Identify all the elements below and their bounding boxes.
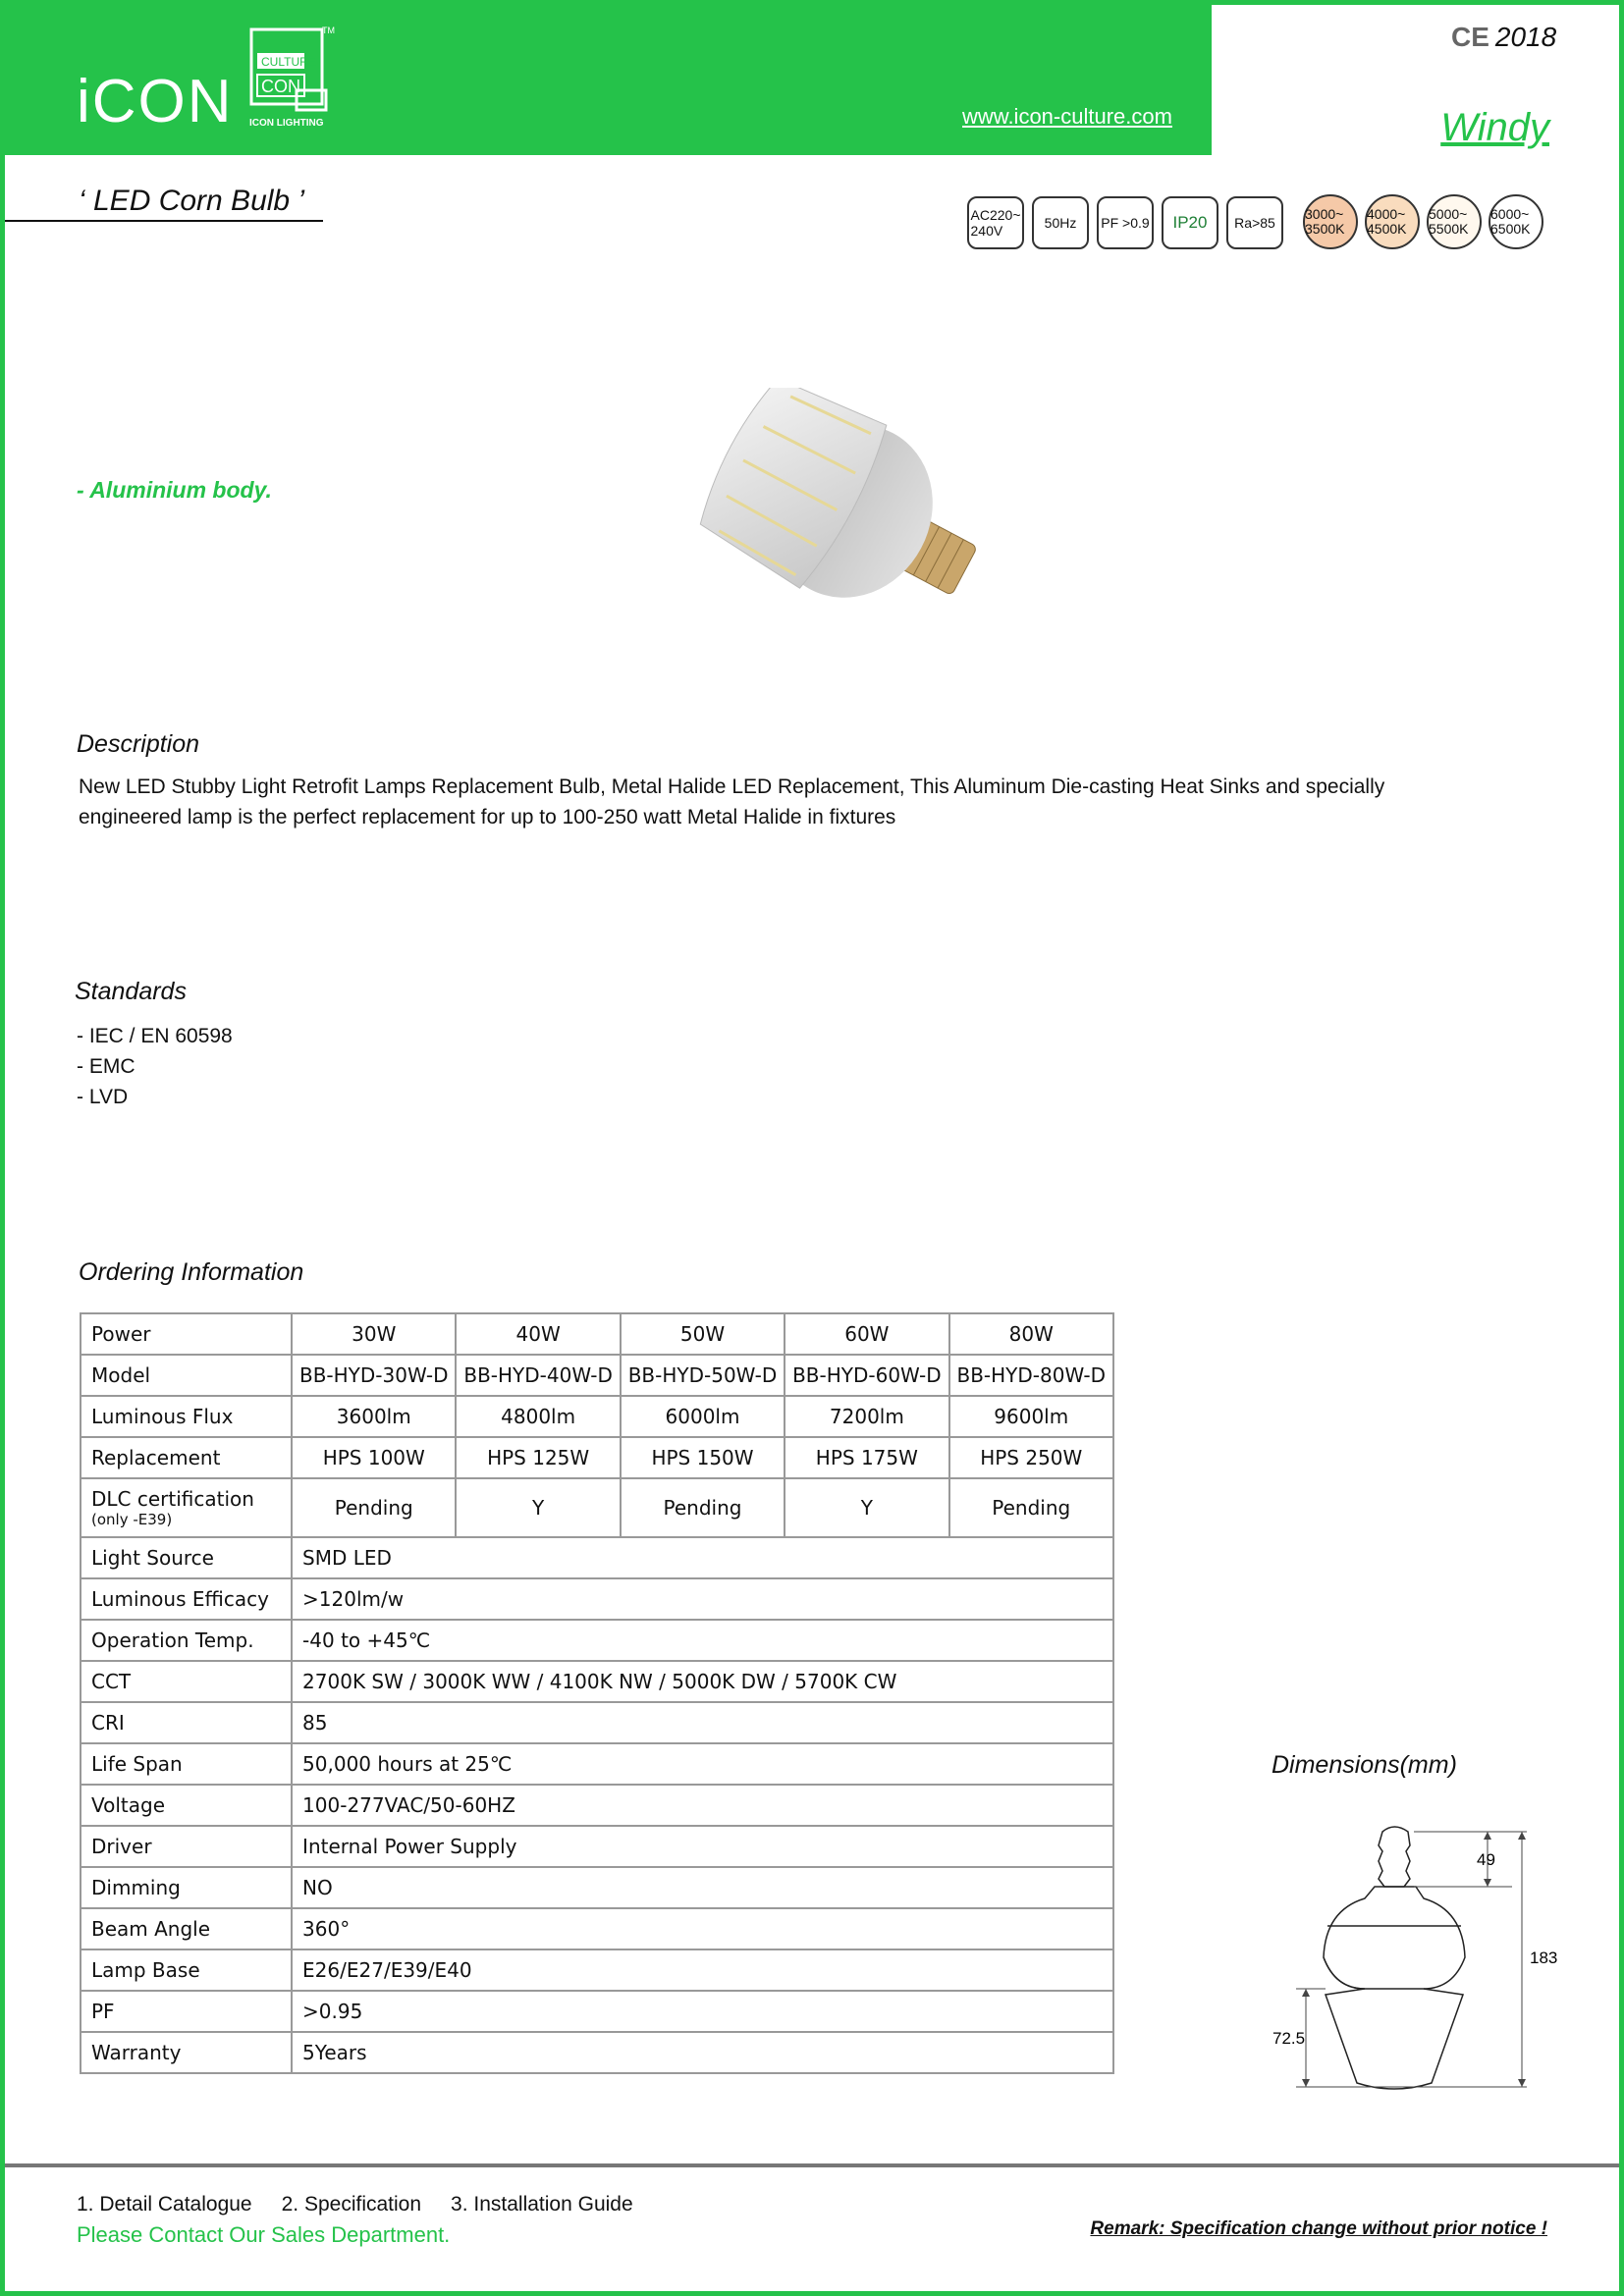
table-cell: BB-HYD-80W-D xyxy=(949,1355,1113,1396)
link-specification[interactable]: 2. Specification xyxy=(281,2193,422,2216)
table-cell: 30W xyxy=(292,1313,456,1355)
table-row xyxy=(81,1826,1113,1867)
row-label xyxy=(81,1478,292,1537)
ordering-table xyxy=(80,1312,1114,2074)
table-row xyxy=(81,1620,1113,1661)
dim-base-height: 49 xyxy=(1477,1850,1495,1869)
link-installation-guide[interactable]: 3. Installation Guide xyxy=(451,2193,633,2216)
table-cell: >0.95 xyxy=(292,1991,1113,2032)
dlc-label: DLC certification xyxy=(91,1487,254,1511)
table-cell: E26/E27/E39/E40 xyxy=(292,1949,1113,1991)
table-cell: 80W xyxy=(949,1313,1113,1355)
table-row xyxy=(81,1908,1113,1949)
row-label: Beam Angle xyxy=(81,1908,292,1949)
standards-item: - LVD xyxy=(77,1086,129,1108)
table-cell: HPS 150W xyxy=(621,1437,785,1478)
ce-mark-icon: CE xyxy=(1451,22,1489,52)
ce-year xyxy=(1451,22,1556,53)
table-row xyxy=(81,1702,1113,1743)
website-link[interactable]: www.icon-culture.com xyxy=(962,104,1172,129)
row-label: Driver xyxy=(81,1826,292,1867)
dimensions-heading: Dimensions(mm) xyxy=(1272,1751,1457,1779)
table-cell: 3600lm xyxy=(292,1396,456,1437)
dim-total-height: 183 xyxy=(1530,1949,1558,1967)
cct-badges xyxy=(1303,194,1543,249)
product-title: ‘ LED Corn Bulb ’ xyxy=(79,185,305,217)
badge-ip-rating: IP20 xyxy=(1162,196,1218,249)
table-cell: BB-HYD-50W-D xyxy=(621,1355,785,1396)
table-cell: 5Years xyxy=(292,2032,1113,2073)
table-cell: -40 to +45℃ xyxy=(292,1620,1113,1661)
row-label: Voltage xyxy=(81,1785,292,1826)
contact-text: Please Contact Our Sales Department. xyxy=(77,2222,451,2247)
table-row xyxy=(81,1743,1113,1785)
row-label: CRI xyxy=(81,1702,292,1743)
table-cell: 50W xyxy=(621,1313,785,1355)
table-cell: BB-HYD-30W-D xyxy=(292,1355,456,1396)
table-cell: 50,000 hours at 25℃ xyxy=(292,1743,1113,1785)
badge-cri: Ra>85 xyxy=(1226,196,1283,249)
row-label: PF xyxy=(81,1991,292,2032)
row-label: Life Span xyxy=(81,1743,292,1785)
table-cell: 9600lm xyxy=(949,1396,1113,1437)
table-cell: Pending xyxy=(292,1478,456,1537)
standards-list xyxy=(77,1021,233,1112)
table-cell: HPS 125W xyxy=(456,1437,620,1478)
table-cell: BB-HYD-40W-D xyxy=(456,1355,620,1396)
table-cell: >120lm/w xyxy=(292,1578,1113,1620)
table-cell: 360° xyxy=(292,1908,1113,1949)
footer-divider xyxy=(5,2163,1619,2167)
table-cell: 2700K SW / 3000K WW / 4100K NW / 5000K DW / 5700K CW xyxy=(292,1661,1113,1702)
row-label: Dimming xyxy=(81,1867,292,1908)
dlc-sublabel: (only -E39) xyxy=(91,1511,173,1528)
cct-badge-5000: 5000~ 5500K xyxy=(1427,194,1482,249)
table-cell: Internal Power Supply xyxy=(292,1826,1113,1867)
table-cell: SMD LED xyxy=(292,1537,1113,1578)
table-cell: NO xyxy=(292,1867,1113,1908)
product-photo xyxy=(648,388,1021,653)
table-row xyxy=(81,2032,1113,2073)
row-label: Replacement xyxy=(81,1437,292,1478)
cct-badge-6000: 6000~ 6500K xyxy=(1489,194,1543,249)
logo-box-line-1: CULTURE xyxy=(261,55,316,69)
row-label: CCT xyxy=(81,1661,292,1702)
logo-tm: TM xyxy=(322,26,335,35)
remark-text: Remark: Specification change without prior notice ! xyxy=(1090,2218,1547,2239)
footer-links xyxy=(77,2193,633,2216)
row-label: Warranty xyxy=(81,2032,292,2073)
table-row xyxy=(81,1313,1113,1355)
badge-frequency: 50Hz xyxy=(1032,196,1089,249)
ordering-heading: Ordering Information xyxy=(79,1258,304,1286)
logo-wordmark: iCON xyxy=(77,68,234,135)
table-row xyxy=(81,1661,1113,1702)
table-cell: 6000lm xyxy=(621,1396,785,1437)
table-cell: 40W xyxy=(456,1313,620,1355)
standards-item: - EMC xyxy=(77,1055,135,1078)
row-label: Lamp Base xyxy=(81,1949,292,1991)
standards-heading: Standards xyxy=(75,978,187,1005)
table-cell: 100-277VAC/50-60HZ xyxy=(292,1785,1113,1826)
row-label: Power xyxy=(81,1313,292,1355)
table-row xyxy=(81,1991,1113,2032)
row-label: Model xyxy=(81,1355,292,1396)
table-row xyxy=(81,1355,1113,1396)
table-row xyxy=(81,1785,1113,1826)
table-cell: 4800lm xyxy=(456,1396,620,1437)
standards-item: - IEC / EN 60598 xyxy=(77,1025,233,1047)
dim-lower-height: 72.5 xyxy=(1272,2029,1306,2048)
logo-mark xyxy=(247,24,336,130)
table-cell: 60W xyxy=(785,1313,948,1355)
description-heading: Description xyxy=(77,730,200,758)
table-cell: Pending xyxy=(949,1478,1113,1537)
table-cell: BB-HYD-60W-D xyxy=(785,1355,948,1396)
row-label: Operation Temp. xyxy=(81,1620,292,1661)
table-row xyxy=(81,1949,1113,1991)
feature-text: - Aluminium body. xyxy=(77,477,272,503)
table-cell: Y xyxy=(456,1478,620,1537)
table-row xyxy=(81,1437,1113,1478)
table-row xyxy=(81,1537,1113,1578)
dimension-drawing xyxy=(1267,1822,1561,2107)
series-name: Windy xyxy=(1440,106,1549,149)
badge-power-factor: PF >0.9 xyxy=(1097,196,1154,249)
badge-voltage: AC220~ 240V xyxy=(967,196,1024,249)
description-text: New LED Stubby Light Retrofit Lamps Replacement Bulb, Metal Halide LED Replacement, This Aluminum Die-casting Heat Sinks and specially engineered lamp is the perfect replacement for up to 100-250 watt Metal Halide in fixtures xyxy=(79,775,1385,828)
table-row xyxy=(81,1396,1113,1437)
logo-subtitle: ICON LIGHTING xyxy=(249,118,324,129)
row-label: Luminous Efficacy xyxy=(81,1578,292,1620)
cct-badge-3000: 3000~ 3500K xyxy=(1303,194,1358,249)
cct-badge-4000: 4000~ 4500K xyxy=(1365,194,1420,249)
table-cell: Pending xyxy=(621,1478,785,1537)
year: 2018 xyxy=(1494,22,1557,52)
link-detail-catalogue[interactable]: 1. Detail Catalogue xyxy=(77,2193,252,2216)
logo-box-line-2: CON xyxy=(261,77,300,96)
spec-badges xyxy=(967,196,1283,249)
table-cell: 85 xyxy=(292,1702,1113,1743)
row-label: Luminous Flux xyxy=(81,1396,292,1437)
table-row xyxy=(81,1478,1113,1537)
table-row xyxy=(81,1578,1113,1620)
table-cell: HPS 100W xyxy=(292,1437,456,1478)
title-underline xyxy=(5,220,323,222)
table-cell: 7200lm xyxy=(785,1396,948,1437)
table-row xyxy=(81,1867,1113,1908)
row-label: Light Source xyxy=(81,1537,292,1578)
table-cell: HPS 250W xyxy=(949,1437,1113,1478)
table-cell: HPS 175W xyxy=(785,1437,948,1478)
table-cell: Y xyxy=(785,1478,948,1537)
